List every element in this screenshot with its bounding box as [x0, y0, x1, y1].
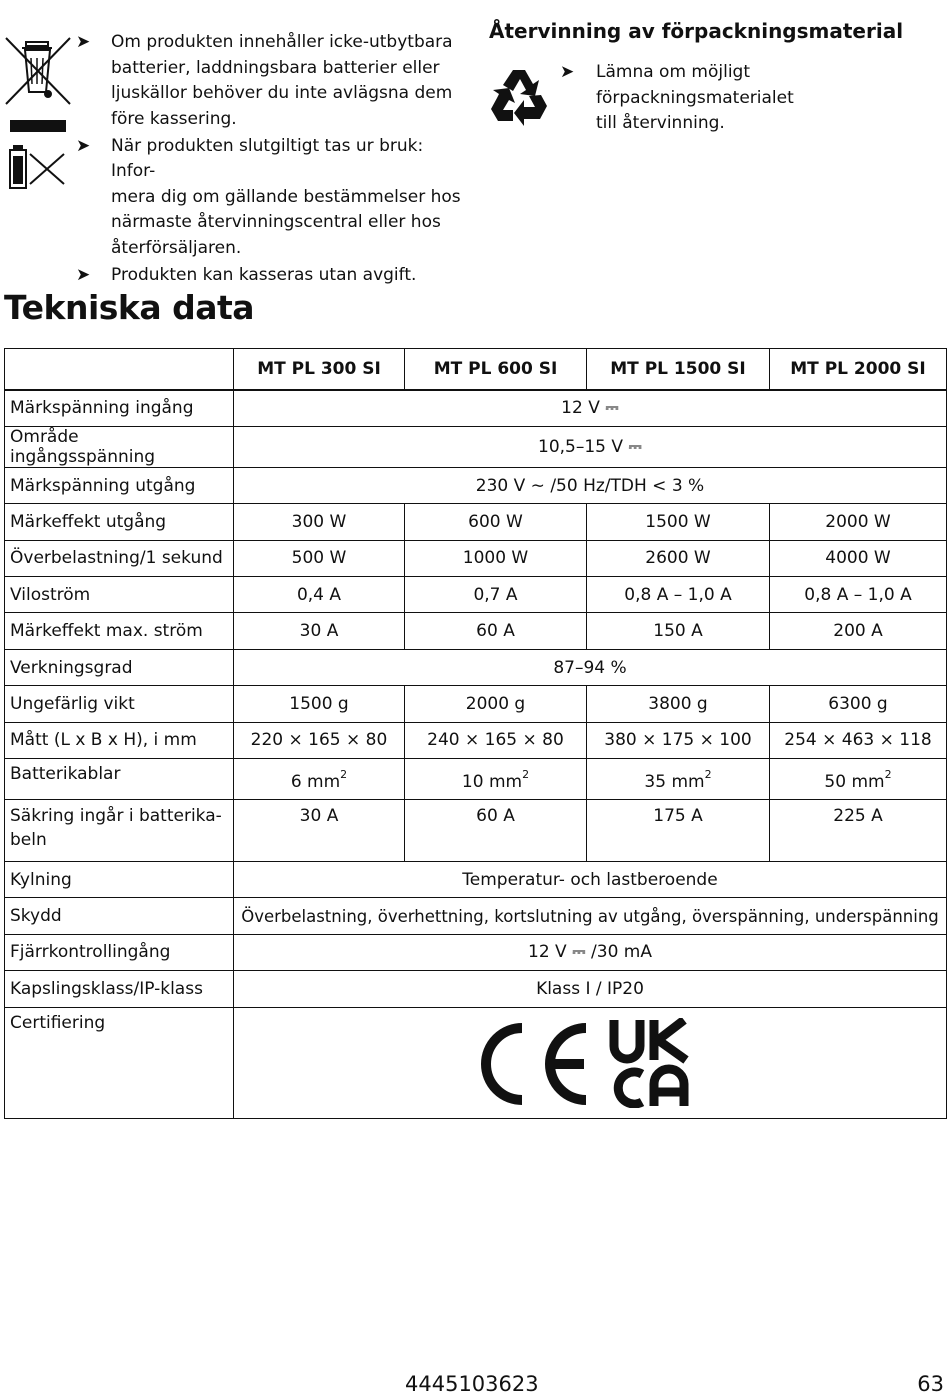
- column-header: MT PL 1500 SI: [587, 349, 770, 391]
- table-cell: 230 V ∼ /50 Hz/TDH < 3 %: [234, 467, 947, 503]
- crossed-out-bin-icon: [6, 38, 70, 104]
- table-row: [5, 800, 947, 862]
- row-label: Märkeffekt utgång: [5, 504, 234, 540]
- table-cell: 4000 W: [770, 540, 947, 576]
- table-cell: 240 × 165 × 80: [405, 722, 587, 758]
- table-cell: [405, 759, 587, 800]
- table-cell: 60 A: [405, 800, 587, 862]
- table-row: [5, 898, 947, 934]
- table-cell: [770, 759, 947, 800]
- table-cell: 175 A: [587, 800, 770, 862]
- tech-data-table: [4, 348, 947, 1119]
- unit-exponent: 2: [884, 768, 892, 782]
- table-row: [5, 934, 947, 970]
- ce-mark-icon: [486, 1028, 586, 1100]
- table-cell: 2600 W: [587, 540, 770, 576]
- table-row: [5, 426, 947, 467]
- disposal-instructions: [76, 30, 466, 290]
- table-cell: 1500 W: [587, 504, 770, 540]
- line: Lämna om möjligt förpackningsmaterialet: [596, 62, 794, 108]
- table-row: [5, 862, 947, 898]
- row-label: Märkeffekt max. ström: [5, 613, 234, 649]
- table-cell: 2000 g: [405, 686, 587, 722]
- table-cell: 87–94 %: [234, 649, 947, 685]
- table-row: [5, 504, 947, 540]
- table-cell: 1500 g: [234, 686, 405, 722]
- list-item: [76, 263, 466, 289]
- arrow-bullet-icon: ➤: [560, 62, 575, 82]
- table-cell: [234, 1007, 947, 1118]
- line: batterier, laddningsbara batterier eller: [111, 57, 440, 78]
- table-cell: 0,7 A: [405, 577, 587, 613]
- table-cell: 220 × 165 × 80: [234, 722, 405, 758]
- table-cell: 600 W: [405, 504, 587, 540]
- table-row: [5, 759, 947, 800]
- table-cell: 150 A: [587, 613, 770, 649]
- table-cell: 200 A: [770, 613, 947, 649]
- line: mera dig om gällande bestämmelser hos: [111, 186, 461, 207]
- table-cell: Överbelastning, överhettning, kortslutning av utgång, överspänning, underspänning: [234, 898, 947, 934]
- line: Om produkten innehåller icke-utbytbara: [111, 32, 453, 52]
- table-row: [5, 613, 947, 649]
- recycling-instructions: [560, 60, 940, 137]
- cell-value: 50 mm: [824, 772, 885, 793]
- row-label: Certifiering: [5, 1007, 234, 1118]
- page-number: 63: [917, 1372, 944, 1396]
- section-title: Tekniska data: [4, 288, 255, 327]
- table-row: [5, 540, 947, 576]
- table-row: [5, 686, 947, 722]
- ukca-mark-icon: [614, 1020, 686, 1106]
- table-cell: 6300 g: [770, 686, 947, 722]
- table-row: [5, 722, 947, 758]
- row-label: Verkningsgrad: [5, 649, 234, 685]
- table-cell: 2000 W: [770, 504, 947, 540]
- row-label: Batterikablar: [5, 759, 234, 800]
- list-item: [76, 134, 466, 262]
- row-label: Ungefärlig vikt: [5, 686, 234, 722]
- table-cell: 30 A: [234, 800, 405, 862]
- row-label: Område ingångsspänning: [5, 426, 234, 467]
- row-label: Viloström: [5, 577, 234, 613]
- row-label: [5, 800, 234, 862]
- table-cell: 12 V ⎓ /30 mA: [234, 934, 947, 970]
- line: till återvinning.: [596, 113, 725, 133]
- table-row: [5, 577, 947, 613]
- certification-marks: [478, 1018, 698, 1108]
- table-header-row: [5, 349, 947, 391]
- table-cell: 225 A: [770, 800, 947, 862]
- row-label: Märkspänning utgång: [5, 467, 234, 503]
- table-cell: 380 × 175 × 100: [587, 722, 770, 758]
- table-cell: Temperatur- och lastberoende: [234, 862, 947, 898]
- table-cell: 60 A: [405, 613, 587, 649]
- arrow-bullet-icon: ➤: [76, 32, 91, 52]
- table-cell: 500 W: [234, 540, 405, 576]
- unit-exponent: 2: [704, 768, 712, 782]
- column-header: MT PL 300 SI: [234, 349, 405, 391]
- row-label: Märkspänning ingång: [5, 390, 234, 426]
- table-row: [5, 1007, 947, 1118]
- article-number: 4445103623: [405, 1372, 539, 1396]
- row-label: Mått (L x B x H), i mm: [5, 722, 234, 758]
- row-label: Skydd: [5, 898, 234, 934]
- line: närmaste återvinningscentral eller hos: [111, 212, 441, 232]
- table-cell: 30 A: [234, 613, 405, 649]
- table-cell: 0,8 A – 1,0 A: [770, 577, 947, 613]
- line: ljuskällor behöver du inte avlägsna dem: [111, 83, 453, 103]
- unit-exponent: 2: [522, 768, 530, 782]
- list-item: [560, 60, 940, 137]
- row-label: Kylning: [5, 862, 234, 898]
- unit-exponent: 2: [340, 768, 348, 782]
- line: Produkten kan kasseras utan avgift.: [111, 264, 417, 285]
- arrow-bullet-icon: ➤: [76, 264, 91, 285]
- table-cell: 0,4 A: [234, 577, 405, 613]
- label-line: beln: [10, 830, 47, 851]
- recycle-icon: [487, 66, 551, 128]
- arrow-bullet-icon: ➤: [76, 135, 91, 156]
- cell-value: 10 mm: [461, 772, 523, 793]
- line: före kassering.: [111, 108, 237, 129]
- table-cell: 0,8 A – 1,0 A: [587, 577, 770, 613]
- disposal-symbols: [4, 36, 74, 196]
- table-cell: 300 W: [234, 504, 405, 540]
- row-label: Kapslingsklass/IP-klass: [5, 971, 234, 1007]
- table-cell: 10,5–15 V ⎓: [234, 426, 947, 467]
- table-row: [5, 971, 947, 1007]
- cell-value: 6 mm: [290, 772, 341, 793]
- column-header: MT PL 2000 SI: [770, 349, 947, 391]
- table-row: [5, 649, 947, 685]
- table-row: [5, 467, 947, 503]
- row-label: Överbelastning/1 sekund: [5, 540, 234, 576]
- bar-mark-icon: [10, 120, 66, 132]
- table-cell: Klass I / IP20: [234, 971, 947, 1007]
- row-label: Fjärrkontrollingång: [5, 934, 234, 970]
- table-cell: 254 × 463 × 118: [770, 722, 947, 758]
- cell-value: 35 mm: [644, 772, 705, 793]
- column-header: [5, 349, 234, 391]
- label-line: Säkring ingår i batterika-: [10, 806, 222, 827]
- table-cell: 12 V ⎓: [234, 390, 947, 426]
- table-cell: 3800 g: [587, 686, 770, 722]
- crossed-out-battery-icon: [10, 146, 64, 188]
- table-cell: [587, 759, 770, 800]
- table-row: [5, 390, 947, 426]
- table-cell: 1000 W: [405, 540, 587, 576]
- table-cell: [234, 759, 405, 800]
- column-header: MT PL 600 SI: [405, 349, 587, 391]
- line: När produkten slutgiltigt tas ur bruk: Infor-: [111, 135, 424, 181]
- recycling-heading: Återvinning av förpackningsmaterial: [489, 19, 904, 43]
- list-item: [76, 30, 466, 132]
- line: återförsäljaren.: [111, 237, 242, 258]
